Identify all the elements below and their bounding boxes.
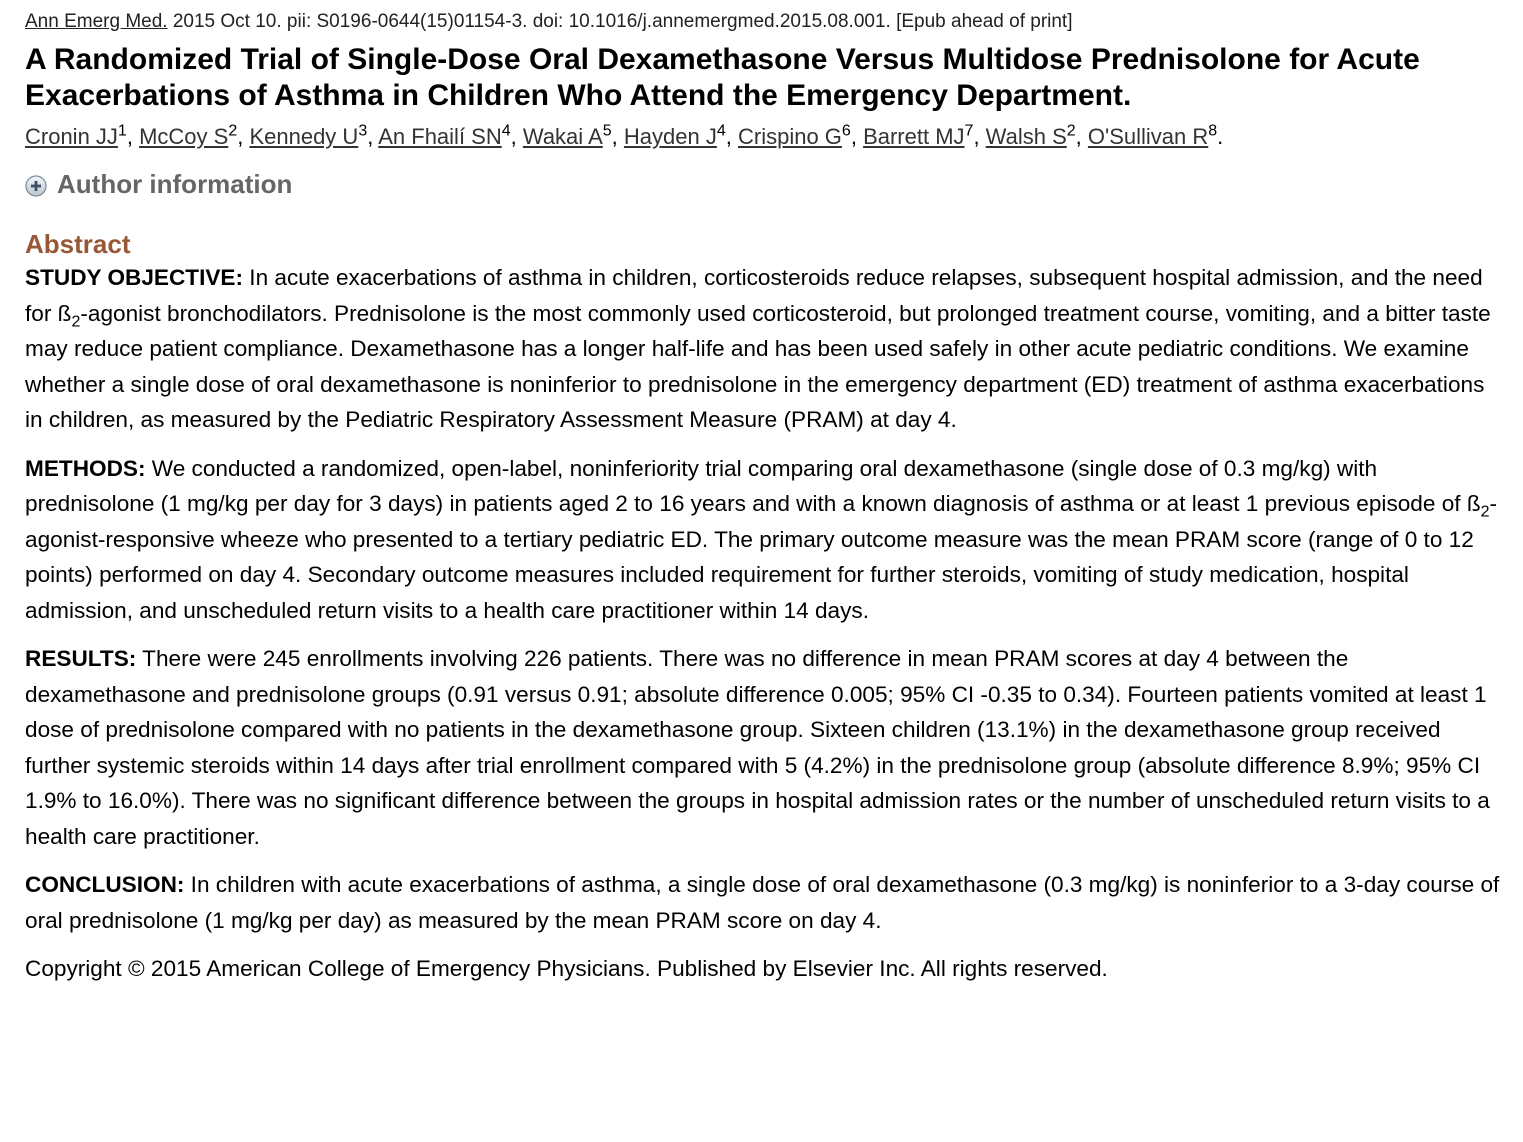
citation-details: 2015 Oct 10. pii: S0196-0644(15)01154-3. doi: 10.1016/j.annemergmed.2015.08.001. [Epub ahead of print] [167,11,1073,32]
conclusion-label: CONCLUSION: [25,872,185,897]
methods-text-part1: We conducted a randomized, open-label, noninferiority trial comparing oral dexamethasone (single dose of 0.3 mg/kg) with prednisolone (1 mg/kg per day for 3 days) in patients aged 2 to 16 years and with a known diagnosis of asthma or at least 1 previous episode of ß [25,455,1481,516]
abstract-heading: Abstract [25,229,131,259]
author-link[interactable]: Walsh S [985,124,1067,149]
author-link[interactable]: Cronin JJ [25,124,118,149]
author-affiliation: 2 [1066,122,1076,140]
results-text: There were 245 enrollments involving 226 patients. There was no difference in mean PRAM scores at day 4 between the dexamethasone and prednisolone groups (0.91 versus 0.91; absolute difference 0.005; 95% CI -0.35 to 0.34). Fourteen patients vomited at least 1 dose of prednisolone compared with no patients in the dexamethasone group. Sixteen children (13.1%) in the dexamethasone group received further systemic steroids within 14 days after trial enrollment compared with 5 (4.2%) in the prednisolone group (absolute difference 8.9%; 95% CI 1.9% to 16.0%). There was no significant difference between the groups in hospital admission rates or the number of unscheduled return visits to a health care practitioner. [25,646,1490,849]
author-affiliation: 5 [602,122,612,140]
abstract-methods [25,451,1511,629]
author-affiliation: 4 [501,122,511,140]
author-affiliation: 7 [964,122,974,140]
methods-subscript: 2 [1480,503,1490,521]
conclusion-text: In children with acute exacerbations of asthma, a single dose of oral dexamethasone (0.3 mg/kg) is noninferior to a 3-day course of oral prednisolone (1 mg/kg per day) as measured by the mean PRAM score on day 4. [25,872,1500,933]
methods-text-part2: -agonist-responsive wheeze who presented to a tertiary pediatric ED. The primary outcome measure was the mean PRAM score (range of 0 to 12 points) performed on day 4. Secondary outcome measures included requirement for further steroids, vomiting of study medication, hospital admission, and unscheduled return visits to a health care practitioner within 14 days. [25,491,1498,623]
author-link[interactable]: Kennedy U [249,124,359,149]
abstract-objective [25,260,1511,438]
author-affiliation: 6 [841,122,851,140]
abstract-conclusion [25,867,1511,938]
objective-text-part1: In acute exacerbations of asthma in children, corticosteroids reduce relapses, subsequent hospital admission, and the need for ß [25,265,1483,326]
author-affiliation: 2 [228,122,238,140]
methods-label: METHODS: [25,455,146,481]
results-label: RESULTS: [25,646,137,671]
author-link[interactable]: McCoy S [139,124,229,149]
author-link[interactable]: Wakai A [522,124,603,149]
author-link[interactable]: An Fhailí SN [378,124,502,149]
author-affiliation: 3 [358,122,368,140]
journal-link[interactable]: Ann Emerg Med. [25,11,168,32]
objective-subscript: 2 [71,313,81,331]
author-affiliation: 4 [716,122,726,140]
author-information-label[interactable]: Author information [57,169,293,199]
objective-label: STUDY OBJECTIVE: [25,265,244,290]
citation-line [25,8,1511,36]
plus-icon[interactable] [25,175,47,197]
copyright-notice: Copyright © 2015 American College of Emergency Physicians. Published by Elsevier Inc. All rights reserved. [25,956,1108,981]
author-link[interactable]: O'Sullivan R [1087,124,1209,149]
author-information-toggle[interactable] [25,168,1511,200]
article-title: A Randomized Trial of Single-Dose Oral Dexamethasone Versus Multidose Prednisolone for Acute Exacerbations of Asthma in Children Who Attend the Emergency Department. [25,43,1420,112]
abstract-results [25,641,1511,854]
author-affiliation: 1 [117,122,127,140]
author-affiliation: 8 [1208,122,1218,140]
objective-text-part2: -agonist bronchodilators. Prednisolone is the most commonly used corticosteroid, but prolonged treatment course, vomiting, and a bitter taste may reduce patient compliance. Dexamethasone has a longer half-life and has been used safely in other acute pediatric conditions. We examine whether a single dose of oral dexamethasone is noninferior to prednisolone in the emergency department (ED) treatment of asthma exacerbations in children, as measured by the Pediatric Respiratory Assessment Measure (PRAM) at day 4. [25,300,1491,432]
author-link[interactable]: Crispino G [738,124,842,149]
author-link[interactable]: Hayden J [623,124,717,149]
author-link[interactable]: Barrett MJ [863,124,965,149]
author-list: Cronin $JJ^1$, McCoy $S^2$, Kennedy $U^3$, An Fhailí $SN^4$, Wakai $A^5$, Hayden $J^4$, Crispino $G^6$, Barrett $MJ^7$, Walsh $S^2$, O'Sullivan $R^8$. [25,122,1224,149]
